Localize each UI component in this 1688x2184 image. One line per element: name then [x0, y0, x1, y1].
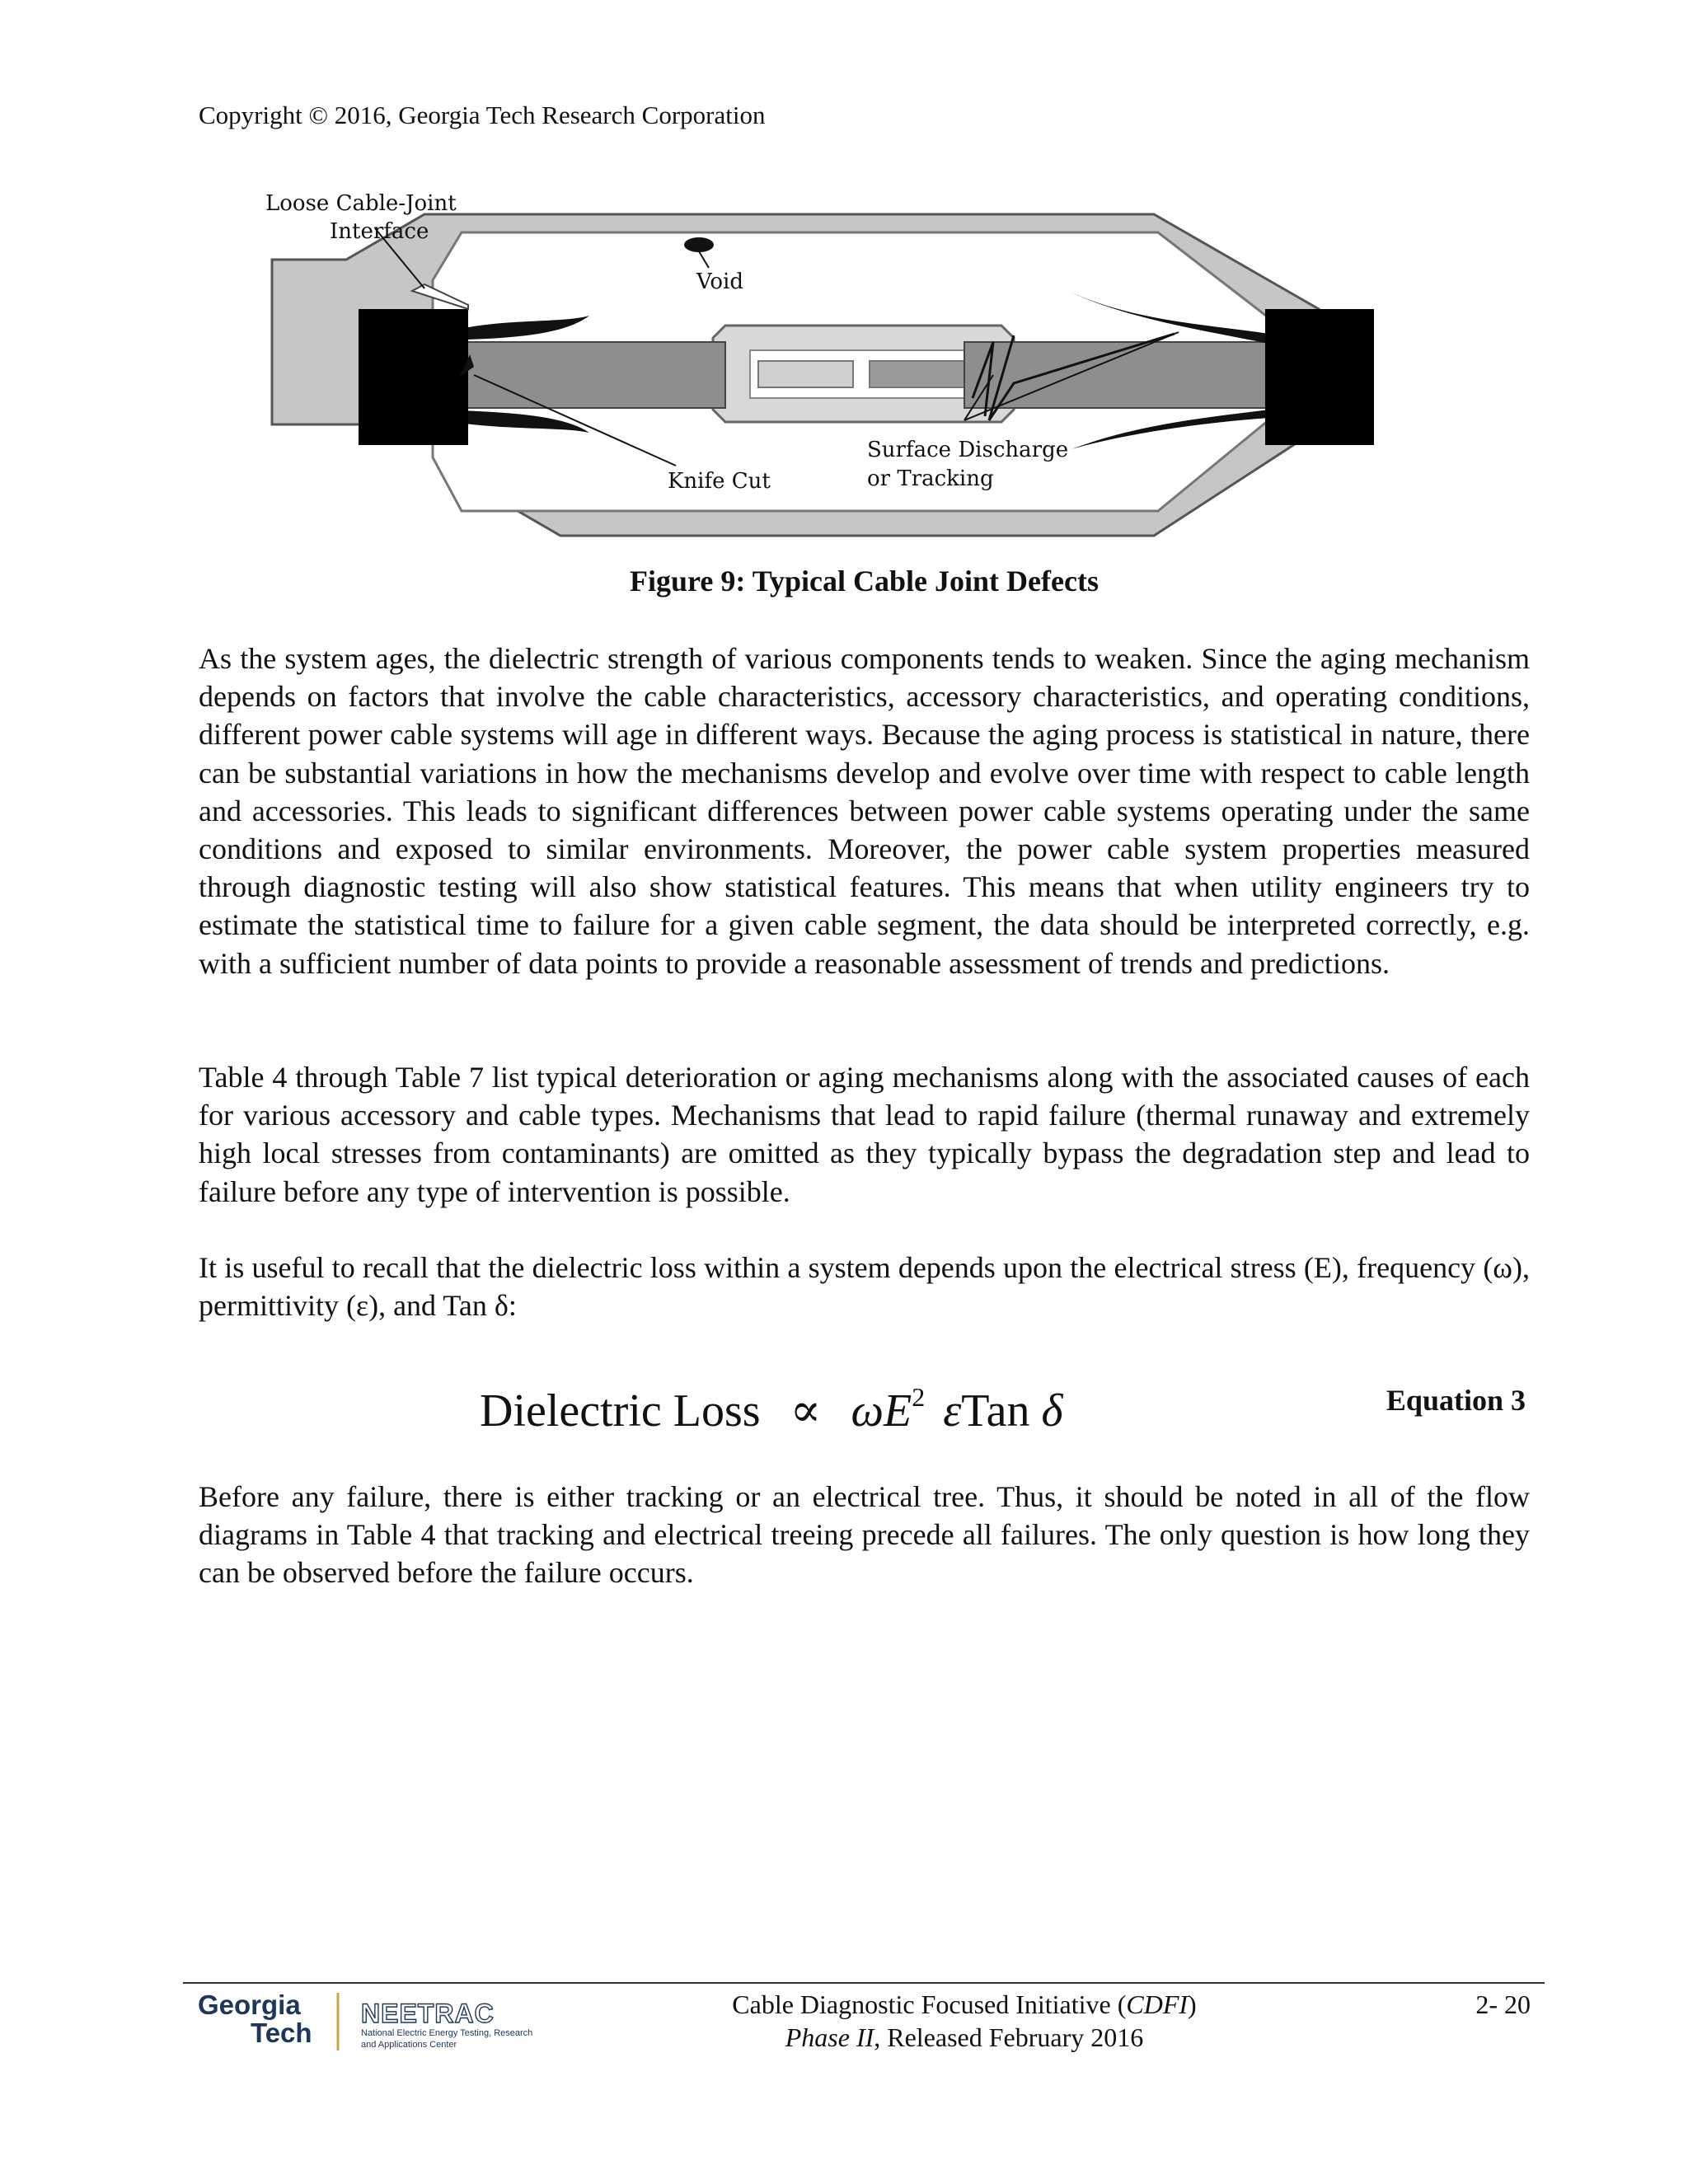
footer-phase: Phase II — [785, 2022, 874, 2052]
label-void: Void — [696, 269, 744, 294]
georgia-tech-neetrac-logo — [198, 1988, 552, 2054]
paragraph-failure: Before any failure, there is either tracking or an electrical tree. Thus, it should be noted in all of the flow diagrams in Table 4 that tracking and electrical treeing precede all failures. The only question is how long they can be observed before the failure occurs. — [199, 1480, 1530, 1590]
figure-caption: Figure 9: Typical Cable Joint Defects — [630, 565, 1099, 598]
paragraph-aging: As the system ages, the dielectric strength of various components tends to weaken. Since the aging mechanism depends on factors that involve the cable characteristics, accessory characteristics, and operating conditions, different power cable systems will age in different ways. Because the aging process is statistical in nature, there can be substantial variations in how the mechanisms develop and evolve over time with respect to cable length and accessories. This leads to significant differences between power cable systems operating under the same conditions and exposed to similar environments. Moreover, the power cable system properties measured through diagnostic testing will also show statistical features. This means that when utility engineers try to estimate the statistical time to failure for a given cable segment, the data should be interpreted correctly, e.g. with a sufficient number of data points to provide a reasonable assessment of trends and predictions. — [199, 642, 1530, 980]
logo-subtitle-line2: and Applications Center — [361, 2040, 457, 2050]
paragraph-tables: Table 4 through Table 7 list typical deterioration or aging mechanisms along with the associated causes of each for various accessory and cable types. Mechanisms that lead to rapid failure (thermal runaway and extremely high local stresses from contaminants) are omitted as they typically bypass the degradation step and lead to failure before any type of intervention is possible. — [199, 1061, 1530, 1208]
equation-e: E — [884, 1385, 912, 1436]
equation-exponent: 2 — [912, 1382, 926, 1412]
cable-joint-diagram — [247, 185, 1418, 556]
label-loose-line2: Interface — [330, 219, 429, 244]
label-loose-line1: Loose Cable-Joint — [265, 191, 457, 216]
footer-line1-end: ) — [1188, 1990, 1197, 2019]
logo-georgia: Georgia — [198, 1990, 301, 2020]
cable-joint-figure — [247, 185, 1418, 556]
label-surface-line2: or Tracking — [867, 466, 994, 491]
footer-cdfi: CDFI — [1126, 1990, 1189, 2019]
logo-subtitle-line1: National Electric Energy Testing, Research — [361, 2028, 533, 2038]
footer-line1-text: Cable Diagnostic Focused Initiative ( — [732, 1990, 1127, 2019]
footer-citation — [643, 1988, 1286, 2054]
label-surface-line1: Surface Discharge — [867, 438, 1069, 462]
paragraph-dielectric-loss: It is useful to recall that the dielectric loss within a system depends upon the electrical stress (E), frequency (ω), permittivity (ε), and Tan δ: — [199, 1251, 1530, 1323]
footer-line1 — [643, 1988, 1286, 2021]
logo-neetrac: NEETRAC — [361, 1999, 495, 2028]
cable-left — [441, 342, 725, 408]
equation-label: Equation 3 — [1386, 1384, 1526, 1417]
copyright-header: Copyright © 2016, Georgia Tech Research Corporation — [199, 101, 766, 129]
void-defect — [684, 237, 714, 252]
label-knife-cut: Knife Cut — [668, 469, 771, 494]
footer-logo — [198, 1988, 552, 2054]
footer-release: , Released February 2016 — [874, 2022, 1144, 2052]
conductor-left — [758, 361, 853, 387]
page-number: 2- 20 — [1475, 1990, 1531, 2019]
end-clamp-left — [359, 309, 468, 445]
equation-omega: ω — [851, 1385, 884, 1436]
conductor-right — [870, 361, 968, 387]
footer-line2 — [643, 2021, 1286, 2054]
equation-tan: Tan — [961, 1385, 1030, 1436]
equation-delta: δ — [1041, 1385, 1063, 1436]
equation-lhs: Dielectric Loss — [480, 1385, 761, 1436]
equation-proportional: ∝ — [790, 1385, 822, 1436]
equation-3 — [480, 1368, 1062, 1440]
end-clamp-right — [1265, 309, 1374, 445]
footer-divider — [183, 1982, 1545, 1984]
logo-tech: Tech — [251, 2018, 312, 2048]
equation-epsilon: ε — [943, 1385, 962, 1436]
